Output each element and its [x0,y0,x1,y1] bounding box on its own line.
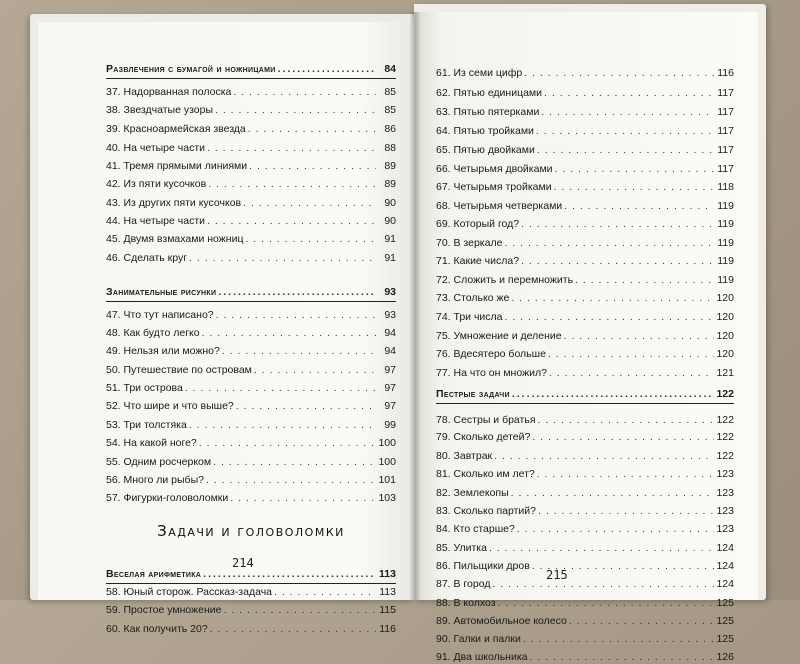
entry-page-number: 123 [716,468,734,480]
entry-page-number: 122 [716,414,734,426]
entry-page-number: 120 [716,292,734,304]
dot-leader [236,399,376,413]
toc-entry[interactable] [436,347,734,361]
entry-title: 59. Простое умножение [106,604,222,616]
dot-leader [218,285,376,299]
entry-page-number: 85 [384,86,396,98]
dot-leader [537,143,714,157]
entry-page-number: 90 [384,215,396,227]
section-title: Занимательные рисунки [106,286,217,298]
toc-entry[interactable] [436,180,734,194]
entry-page-number: 119 [717,274,734,286]
toc-entry[interactable] [436,541,734,555]
dot-leader [530,650,714,664]
dot-leader [494,449,714,463]
section-rule [106,583,396,584]
entry-page-number: 117 [717,163,734,175]
toc-entry[interactable] [106,159,396,173]
entry-page-number: 118 [717,181,734,193]
toc-entry[interactable] [436,430,734,444]
entry-title: 50. Путешествие по островам [106,364,252,376]
entry-page-number: 122 [716,450,734,462]
dot-leader [544,86,714,100]
entry-title: 62. Пятью единицами [436,87,543,99]
dot-leader [541,105,714,119]
dot-leader [564,329,714,343]
dot-leader [215,103,376,117]
toc-entry[interactable] [106,585,396,599]
dot-leader [230,491,376,505]
dot-leader [233,85,376,99]
entry-title: 65. Пятью двойками [436,144,535,156]
entry-title: 44. На четыре части [106,215,206,227]
section-rule [106,78,396,79]
entry-page-number: 97 [384,382,396,394]
dot-leader [548,347,714,361]
toc-entry[interactable] [106,399,396,413]
entry-title: 77. На что он множил? [436,367,547,379]
entry-title: 67. Четырьмя тройками [436,181,552,193]
entry-title: 37. Надорванная полоска [106,86,232,98]
entry-title: 75. Умножение и деление [436,330,562,342]
entry-title: 52. Что шире и что выше? [106,400,234,412]
entry-title: 72. Сложить и перемножить [436,274,574,286]
toc-entry[interactable] [436,650,734,664]
entry-page-number: 103 [378,492,396,504]
entry-page-number: 86 [384,123,396,135]
entry-title: 53. Три толстяка [106,419,187,431]
entry-page-number: 93 [384,286,396,298]
entry-title: 78. Сестры и братья [436,414,536,426]
entry-title: 63. Пятью пятерками [436,106,540,118]
toc-entry[interactable] [436,504,734,518]
entry-page-number: 100 [378,437,396,449]
dot-leader [538,413,714,427]
entry-page-number: 121 [716,367,734,379]
left-page [38,22,414,635]
entry-page-number: 90 [384,197,396,209]
entry-title: 84. Кто старше? [436,523,515,535]
toc-entry[interactable] [106,103,396,117]
dot-leader [208,177,376,191]
entry-page-number: 122 [716,388,734,400]
toc-entry[interactable] [106,85,396,99]
toc-entry[interactable] [436,66,734,80]
dot-leader [505,310,714,324]
dot-leader [202,326,376,340]
entry-page-number: 94 [384,345,396,357]
toc-entry[interactable] [436,310,734,324]
toc-entry[interactable] [436,273,734,287]
dot-leader [274,585,376,599]
dot-leader [245,232,376,246]
toc-entry[interactable] [436,236,734,250]
entry-title: 46. Сделать круг [106,252,188,264]
toc-entry[interactable] [106,603,396,617]
dot-leader [549,366,714,380]
entry-page-number: 119 [717,255,734,267]
entry-title: 45. Двумя взмахами ножниц [106,233,244,245]
entry-title: 91. Два школьника [436,651,528,663]
toc-entry[interactable] [106,177,396,191]
entry-page-number: 101 [378,474,396,486]
toc-entry[interactable] [436,162,734,176]
dot-leader [521,254,714,268]
entry-title: 86. Пильщики дров [436,560,530,572]
dot-leader [203,567,376,581]
right-page [414,12,758,663]
entry-page-number: 116 [379,623,396,635]
entry-page-number: 123 [716,523,734,535]
entry-page-number: 115 [379,604,396,616]
section-title: Развлечения с бумагой и ножницами [106,63,276,75]
entry-page-number: 84 [384,63,396,75]
dot-leader [504,236,714,250]
toc-entry[interactable] [436,217,734,231]
entry-title: 68. Четырьмя четверками [436,200,563,212]
entry-title: 83. Сколько партий? [436,505,536,517]
dot-leader [213,455,376,469]
entry-title: 39. Красноармейская звезда [106,123,246,135]
entry-page-number: 91 [384,252,396,264]
entry-title: 70. В зеркале [436,237,503,249]
dot-leader [555,162,714,176]
dot-leader [523,632,714,646]
entry-title: 87. В город [436,578,491,590]
toc-entry[interactable] [106,214,396,228]
toc-entry[interactable] [106,326,396,340]
entry-page-number: 120 [716,330,734,342]
entry-title: 61. Из семи цифр [436,67,523,79]
toc-entry[interactable] [106,122,396,136]
dot-leader [254,363,376,377]
entry-page-number: 119 [717,237,734,249]
entry-page-number: 93 [384,309,396,321]
toc-entry[interactable] [436,254,734,268]
toc-entry[interactable] [436,486,734,500]
entry-page-number: 117 [717,87,734,99]
section-title: Пестрые задачи [436,388,510,400]
entry-page-number: 126 [716,651,734,663]
dot-leader [189,251,376,265]
section-rule [436,403,734,404]
toc-entry[interactable] [436,632,734,646]
entry-page-number: 122 [716,431,734,443]
dot-leader [538,504,714,518]
entry-title: 76. Вдесятеро больше [436,348,546,360]
entry-page-number: 97 [384,364,396,376]
entry-title: 73. Столько же [436,292,510,304]
dot-leader [207,141,376,155]
toc-entry[interactable] [436,559,734,573]
entry-page-number: 124 [716,560,734,572]
toc-entry[interactable] [106,232,396,246]
entry-title: 56. Много ли рыбы? [106,474,204,486]
toc-entry[interactable] [436,124,734,138]
dot-leader [210,622,376,636]
entry-title: 38. Звездчатые узоры [106,104,213,116]
entry-title: 40. На четыре части [106,142,206,154]
entry-title: 57. Фигурки-головоломки [106,492,229,504]
entry-title: 43. Из других пяти кусочков [106,197,242,209]
toc-entry[interactable] [436,86,734,100]
toc-entry[interactable] [106,381,396,395]
entry-title: 58. Юный сторож. Рассказ-задача [106,586,273,598]
toc-entry[interactable] [436,449,734,463]
entry-title: 88. В колхоз [436,597,496,609]
entry-title: 41. Тремя прямыми линиями [106,160,248,172]
toc-entry[interactable] [106,141,396,155]
toc-entry[interactable] [106,622,396,636]
entry-title: 66. Четырьмя двойками [436,163,553,175]
entry-page-number: 124 [716,542,734,554]
dot-leader [517,522,714,536]
entry-page-number: 125 [716,615,734,627]
entry-page-number: 113 [379,568,396,580]
dot-leader [189,418,376,432]
dot-leader [492,577,714,591]
dot-leader [278,62,376,76]
entry-title: 54. На какой ноге? [106,437,197,449]
entry-page-number: 120 [716,311,734,323]
toc-entry[interactable] [436,105,734,119]
dot-leader [199,436,376,450]
entry-page-number: 125 [716,597,734,609]
entry-page-number: 117 [717,125,734,137]
toc-entry[interactable] [436,614,734,628]
entry-title: 42. Из пяти кусочков [106,178,207,190]
dot-leader [575,273,714,287]
entry-page-number: 119 [717,200,734,212]
dot-leader [207,214,376,228]
toc-entry[interactable] [106,363,396,377]
dot-leader [249,159,376,173]
section-title: Веселая арифметика [106,568,202,580]
entry-title: 82. Землекопы [436,487,509,499]
entry-title: 69. Который год? [436,218,520,230]
entry-title: 81. Сколько им лет? [436,468,535,480]
toc-entry[interactable] [436,143,734,157]
dot-leader [248,122,376,136]
dot-leader [243,196,376,210]
entry-page-number: 97 [384,400,396,412]
dot-leader [512,387,714,401]
section-heading[interactable] [106,62,396,76]
dot-leader [536,124,714,138]
entry-page-number: 125 [716,633,734,645]
dot-leader [524,66,714,80]
dot-leader [511,486,714,500]
entry-title: 71. Какие числа? [436,255,520,267]
toc-entry[interactable] [436,413,734,427]
dot-leader [569,614,714,628]
entry-page-number: 88 [384,142,396,154]
entry-page-number: 94 [384,327,396,339]
entry-page-number: 117 [717,144,734,156]
dot-leader [185,381,376,395]
toc-entry[interactable] [436,291,734,305]
dot-leader [564,199,714,213]
section-heading[interactable] [106,285,396,299]
toc-entry[interactable] [436,522,734,536]
entry-title: 47. Что тут написано? [106,309,214,321]
toc-entry[interactable] [106,491,396,505]
toc-entry[interactable] [436,596,734,610]
toc-entry[interactable] [106,436,396,450]
toc-entry[interactable] [436,467,734,481]
dot-leader [521,217,714,231]
dot-leader [216,308,376,322]
toc-entry[interactable] [436,577,734,591]
dot-leader [498,596,714,610]
entry-title: 89. Автомобильное колесо [436,615,567,627]
entry-title: 48. Как будто легко [106,327,200,339]
entry-title: 74. Три числа [436,311,503,323]
section-rule [106,301,396,302]
entry-title: 55. Одним росчерком [106,456,212,468]
dot-leader [489,541,714,555]
entry-page-number: 113 [379,586,396,598]
entry-page-number: 123 [716,505,734,517]
entry-title: 79. Сколько детей? [436,431,531,443]
book-spine [410,12,420,600]
entry-title: 51. Три острова [106,382,183,394]
toc-entry[interactable] [106,473,396,487]
toc-entry[interactable] [436,199,734,213]
section-heading[interactable] [436,387,734,401]
toc-entry[interactable] [436,329,734,343]
entry-title: 90. Галки и палки [436,633,521,645]
dot-leader [222,344,376,358]
entry-page-number: 99 [384,419,396,431]
entry-page-number: 120 [716,348,734,360]
toc-entry[interactable] [436,366,734,380]
toc-entry[interactable] [106,344,396,358]
entry-page-number: 89 [384,178,396,190]
entry-title: 49. Нельзя или можно? [106,345,220,357]
left-page-number: 214 [232,556,254,570]
entry-page-number: 119 [717,218,734,230]
entry-title: 85. Улитка [436,542,487,554]
dot-leader [206,473,376,487]
entry-page-number: 117 [717,106,734,118]
entry-page-number: 91 [384,233,396,245]
entry-page-number: 124 [716,578,734,590]
entry-title: 80. Завтрак [436,450,493,462]
toc-entry[interactable] [106,251,396,265]
dot-leader [554,180,714,194]
dot-leader [511,291,714,305]
entry-title: 60. Как получить 20? [106,623,208,635]
toc-entry[interactable] [106,196,396,210]
entry-page-number: 100 [378,456,396,468]
dot-leader [532,430,714,444]
right-page-number: 215 [546,568,568,582]
entry-page-number: 116 [717,67,734,79]
part-title: Задачи и головоломки [157,522,345,540]
entry-page-number: 89 [384,160,396,172]
entry-page-number: 123 [716,487,734,499]
entry-page-number: 85 [384,104,396,116]
toc-entry[interactable] [106,308,396,322]
dot-leader [224,603,376,617]
toc-entry[interactable] [106,455,396,469]
dot-leader [537,467,714,481]
toc-entry[interactable] [106,418,396,432]
entry-title: 64. Пятью тройками [436,125,534,137]
